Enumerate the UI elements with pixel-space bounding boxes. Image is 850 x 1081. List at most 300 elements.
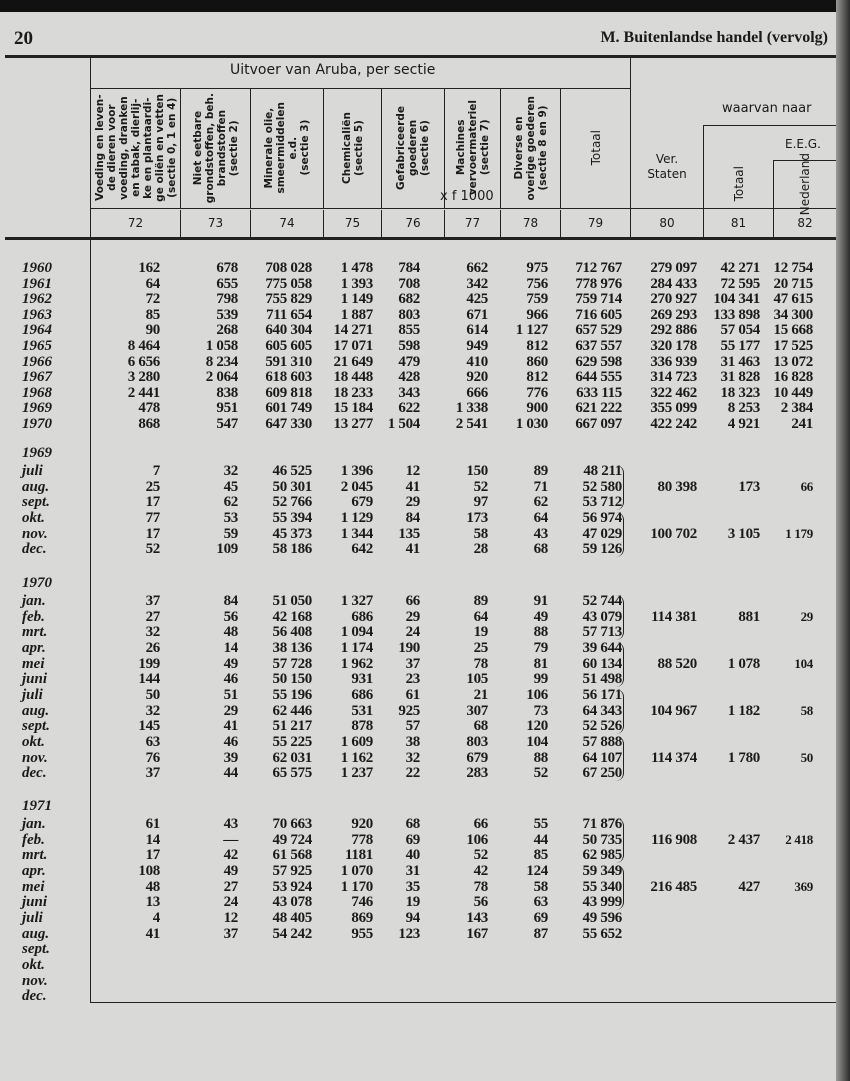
cell-value: 57 888	[582, 733, 622, 750]
quarter-value: 114 381	[651, 608, 697, 625]
header-line: Niet eetbare	[191, 110, 204, 186]
row-label: sept.	[22, 941, 50, 958]
cell-value: 55 225	[272, 733, 312, 750]
quarter-value: 80 398	[657, 478, 697, 495]
quarter-brace	[616, 642, 624, 687]
cell-value: 591 310	[265, 353, 312, 370]
cell-value: 869	[351, 909, 373, 926]
cell-value: 39 644	[582, 639, 622, 656]
cell-value: 56 171	[582, 686, 622, 703]
cell-value: 1 170	[340, 878, 373, 895]
cell-value: 53 924	[272, 878, 312, 895]
cell-value: 1181	[345, 847, 373, 864]
cell-value: 26	[145, 639, 160, 656]
cell-value: 23	[405, 671, 420, 688]
cell-value: 29	[223, 702, 238, 719]
cell-value: 29	[405, 608, 420, 625]
row-label: juli	[22, 686, 43, 703]
cell-value: 18 323	[720, 384, 760, 401]
header-line: Nederland	[798, 152, 812, 216]
cell-value: 22	[405, 765, 420, 782]
cell-value: 88	[533, 749, 548, 766]
page-number: 20	[14, 28, 33, 49]
cell-value: 59	[223, 525, 238, 542]
cell-value: 686	[351, 608, 373, 625]
cell-value: 90	[145, 322, 160, 339]
cell-value: 428	[398, 369, 420, 386]
cell-value: 759	[526, 291, 548, 308]
quarter-value: 104 967	[650, 702, 697, 719]
scan-border-right	[836, 0, 850, 1081]
cell-value: 42	[223, 847, 238, 864]
header-text	[513, 96, 549, 201]
cell-value: 51	[223, 686, 238, 703]
cell-value: 51 050	[272, 593, 312, 609]
cell-value: 637 557	[575, 338, 622, 354]
cell-value: 62	[223, 494, 238, 511]
cell-value: 1 174	[340, 639, 373, 656]
cell-value: 54 242	[272, 925, 312, 942]
cell-value: 4 921	[727, 416, 760, 432]
cell-value: 17 525	[773, 338, 813, 354]
cell-value: 12	[223, 909, 238, 926]
cell-value: 66	[473, 816, 488, 832]
cell-value: 15 184	[333, 400, 373, 417]
cell-value: 85	[145, 306, 160, 323]
column-number: 79	[587, 216, 604, 230]
cell-value: 2 064	[205, 369, 238, 386]
header-line: e.d.	[287, 136, 299, 160]
cell-value: 108	[138, 862, 160, 879]
header-text	[799, 153, 811, 215]
cell-value: 51 498	[582, 671, 622, 688]
cell-value: 190	[398, 639, 420, 656]
row-label: sept.	[22, 718, 50, 735]
header-text	[341, 112, 365, 184]
cell-value: 51 217	[272, 718, 312, 735]
cell-value: 12 754	[773, 260, 813, 276]
cell-value: 150	[466, 463, 488, 479]
cell-value: 27	[223, 878, 238, 895]
cell-value: 14	[145, 831, 160, 848]
cell-value: 20 715	[773, 275, 813, 292]
cell-value: 52	[145, 541, 160, 558]
header-text	[395, 106, 431, 190]
cell-value: 2 441	[127, 384, 160, 401]
cell-value: 71 876	[582, 816, 622, 832]
cell-value: 43	[533, 525, 548, 542]
quarter-value: 881	[738, 608, 760, 625]
cell-value: 124	[526, 862, 548, 879]
quarter-value: 58	[800, 702, 813, 718]
quarter-brace	[616, 736, 624, 781]
row-label: mei	[22, 655, 45, 672]
quarter-value: 104	[794, 655, 813, 671]
cell-value: 1 396	[340, 463, 373, 479]
row-label: 1967	[22, 369, 52, 386]
cell-value: 34 300	[773, 306, 813, 323]
row-label: nov.	[22, 525, 48, 542]
quarter-value: 29	[800, 608, 813, 624]
cell-value: 73	[533, 702, 548, 719]
cell-value: 57 713	[582, 624, 622, 641]
cell-value: 32	[223, 463, 238, 479]
cell-value: 64	[533, 509, 548, 526]
cell-value: 2 384	[780, 400, 813, 417]
column-number: 76	[405, 216, 421, 230]
header-line: Ver.	[655, 152, 679, 166]
period-year-label: 1969	[22, 445, 52, 461]
cell-value: 13 072	[773, 353, 813, 370]
cell-value: 106	[526, 686, 548, 703]
cell-value: 19	[473, 624, 488, 641]
cell-value: 1 070	[340, 862, 373, 879]
row-label: dec.	[22, 541, 47, 558]
cell-value: 686	[351, 686, 373, 703]
row-label: 1969	[22, 400, 52, 417]
header-line: overige goederen	[524, 95, 537, 201]
cell-value: 55 340	[582, 878, 622, 895]
cell-value: 64 343	[582, 702, 622, 719]
cell-value: 57	[405, 718, 420, 735]
cell-value: 609 818	[265, 384, 312, 401]
cell-value: 838	[216, 384, 238, 401]
cell-value: 678	[216, 260, 238, 276]
cell-value: 50	[145, 686, 160, 703]
table-bottom-rule	[90, 1002, 836, 1003]
cell-value: 43 079	[582, 608, 622, 625]
cell-value: 1 149	[340, 291, 373, 308]
cell-value: 69	[533, 909, 548, 926]
cell-value: 72 595	[720, 275, 760, 292]
row-label: 1960	[22, 260, 52, 276]
cell-value: 49 596	[582, 909, 622, 926]
cell-value: 41	[405, 478, 420, 495]
cell-value: 679	[351, 494, 373, 511]
cell-value: 46 525	[272, 463, 312, 479]
cell-value: 71	[533, 478, 548, 495]
cell-value: 342	[466, 275, 488, 292]
header-line: (sectie 2)	[227, 120, 240, 176]
cell-value: 803	[398, 306, 420, 323]
cell-value: 776	[526, 384, 548, 401]
column-number: 81	[730, 216, 747, 230]
header-text	[263, 102, 311, 194]
cell-value: 667 097	[575, 416, 622, 432]
row-label: apr.	[22, 639, 46, 656]
cell-value: 966	[526, 306, 548, 323]
cell-value: 99	[533, 671, 548, 688]
column-header	[382, 90, 444, 206]
cell-value: 57 925	[272, 862, 312, 879]
column-number: 82	[797, 216, 813, 230]
cell-value: 618 603	[265, 369, 312, 386]
row-label: 1968	[22, 384, 52, 401]
cell-value: 66	[405, 593, 420, 609]
cell-value: 79	[533, 639, 548, 656]
quarter-value: 1 078	[727, 655, 760, 672]
cell-value: 84	[405, 509, 420, 526]
quarter-brace	[616, 465, 624, 510]
cell-value: 784	[398, 260, 420, 276]
cell-value: 43 999	[582, 894, 622, 911]
cell-value: 48	[145, 878, 160, 895]
cell-value: 55	[533, 816, 548, 832]
cell-value: 1 393	[340, 275, 373, 292]
row-label: 1964	[22, 322, 52, 339]
cell-value: 68	[405, 816, 420, 832]
cell-value: 14	[223, 639, 238, 656]
row-label: nov.	[22, 972, 48, 989]
cell-value: 45 373	[272, 525, 312, 542]
row-label: mrt.	[22, 624, 48, 641]
cell-value: 162	[138, 260, 160, 276]
cell-value: 62 031	[272, 749, 312, 766]
cell-value: —	[223, 831, 238, 848]
cell-value: 38	[405, 733, 420, 750]
column-number: 75	[344, 216, 361, 230]
cell-value: 756	[526, 275, 548, 292]
cell-value: 42 271	[720, 260, 760, 276]
cell-value: 48 211	[583, 463, 622, 479]
cell-value: 4	[152, 909, 160, 926]
header-text	[94, 94, 178, 202]
quarter-value: 2 437	[727, 831, 760, 848]
cell-value: 1 338	[455, 400, 488, 417]
cell-value: 479	[398, 353, 420, 370]
header-line: smeermiddelen	[275, 102, 287, 194]
cell-value: 1 609	[340, 733, 373, 750]
cell-value: 37	[145, 765, 160, 782]
cell-value: 10 449	[773, 384, 813, 401]
cell-value: 279 097	[650, 260, 697, 276]
cell-value: 21 649	[333, 353, 373, 370]
cell-value: 712 767	[575, 260, 622, 276]
cell-value: 8 234	[205, 353, 238, 370]
cell-value: 629 598	[575, 353, 622, 370]
cell-value: 55 177	[720, 338, 760, 354]
cell-value: 62 446	[272, 702, 312, 719]
scan-border-top	[0, 0, 850, 12]
cell-value: 8 253	[727, 400, 760, 417]
cell-value: 32	[145, 624, 160, 641]
header-line: ke en plantaardi-	[141, 97, 154, 199]
cell-value: 91	[533, 593, 548, 609]
cell-value: 85	[533, 847, 548, 864]
unit-rule	[90, 208, 836, 209]
cell-value: 35	[405, 878, 420, 895]
header-line: Totaal	[588, 130, 603, 166]
header-line: (sectie 0, 1 en 4)	[165, 97, 178, 199]
cell-value: 812	[526, 369, 548, 386]
header-line: Chemicaliën	[340, 112, 353, 184]
header-top-rule	[5, 55, 836, 58]
cell-value: 135	[398, 525, 420, 542]
cell-value: 1 162	[340, 749, 373, 766]
column-header	[181, 90, 250, 206]
cell-value: 655	[216, 275, 238, 292]
cell-value: 32	[145, 702, 160, 719]
cell-value: 49	[533, 608, 548, 625]
column-header	[561, 90, 630, 206]
header-line: de dieren voor	[105, 104, 118, 192]
row-label: juni	[22, 894, 48, 911]
cell-value: 621 222	[575, 400, 622, 417]
cell-value: 320 178	[650, 338, 697, 354]
column-number: 77	[464, 216, 481, 230]
row-label: aug.	[22, 925, 50, 942]
cell-value: 31 828	[720, 369, 760, 386]
cell-value: 410	[466, 353, 488, 370]
cell-value: 52 526	[582, 718, 622, 735]
header-bottom-rule	[5, 237, 836, 240]
cell-value: 24	[223, 894, 238, 911]
cell-value: 57 728	[272, 655, 312, 672]
unit-label: x f 1000	[440, 189, 494, 204]
row-label: 1965	[22, 338, 52, 354]
cell-value: 46	[223, 733, 238, 750]
cell-value: 123	[398, 925, 420, 942]
cell-value: 17	[145, 847, 160, 864]
section-title-rule	[90, 88, 630, 89]
cell-value: 868	[138, 416, 160, 432]
row-label: juli	[22, 463, 43, 479]
cell-value: 47 615	[773, 291, 813, 308]
cell-value: 29	[405, 494, 420, 511]
cell-value: 143	[466, 909, 488, 926]
row-label: 1966	[22, 353, 52, 370]
cell-value: 633 115	[576, 384, 622, 401]
cell-value: 284 433	[650, 275, 697, 292]
cell-value: 81	[533, 655, 548, 672]
cell-value: 44	[223, 765, 238, 782]
quarter-value: 50	[800, 749, 813, 765]
period-year-label: 1971	[22, 798, 52, 814]
header-line: (sectie 3)	[299, 120, 311, 176]
cell-value: 50 150	[272, 671, 312, 688]
row-label: dec.	[22, 988, 47, 1005]
quarter-value: 369	[794, 878, 813, 894]
quarter-brace	[616, 689, 624, 734]
cell-value: 949	[466, 338, 488, 354]
period-year-label: 1970	[22, 575, 52, 591]
header-text	[590, 130, 602, 165]
cell-value: 49	[223, 862, 238, 879]
page-title: M. Buitenlandse handel (vervolg)	[600, 29, 828, 46]
cell-value: 49 724	[272, 831, 312, 848]
cell-value: 78	[473, 878, 488, 895]
eeg-label: E.E.G.	[785, 137, 821, 151]
row-label: 1961	[22, 275, 52, 292]
cell-value: 601 749	[265, 400, 312, 417]
cell-value: 17	[145, 494, 160, 511]
cell-value: 13	[145, 894, 160, 911]
quarter-value: 114 374	[651, 749, 697, 766]
quarter-value: 66	[800, 478, 813, 494]
cell-value: 67 250	[582, 765, 622, 782]
cell-value: 292 886	[650, 322, 697, 339]
cell-value: 803	[466, 733, 488, 750]
cell-value: 28	[473, 541, 488, 558]
quarter-value: 116 908	[651, 831, 697, 848]
header-line: grondstoffen, beh.	[203, 92, 216, 204]
cell-value: 199	[138, 655, 160, 672]
quarter-value: 1 780	[727, 749, 760, 766]
cell-value: 8 464	[127, 338, 160, 354]
cell-value: 355 099	[650, 400, 697, 417]
row-label: feb.	[22, 831, 45, 848]
cell-value: 47 029	[582, 525, 622, 542]
cell-value: 1 237	[340, 765, 373, 782]
column-number: 78	[522, 216, 539, 230]
cell-value: 64	[145, 275, 160, 292]
header-line: voeding, dranken	[117, 96, 130, 200]
cell-value: 716 605	[575, 306, 622, 323]
cell-value: 1 344	[340, 525, 373, 542]
row-label: 1970	[22, 416, 52, 432]
cell-value: 1 094	[340, 624, 373, 641]
header-text	[455, 100, 491, 195]
cell-value: 21	[473, 686, 488, 703]
cell-value: 662	[466, 260, 488, 276]
row-label: 1963	[22, 306, 52, 323]
cell-value: 133 898	[713, 306, 760, 323]
quarter-brace	[616, 818, 624, 863]
cell-value: 3 280	[127, 369, 160, 386]
cell-value: 53 712	[582, 494, 622, 511]
cell-value: 78	[473, 655, 488, 672]
quarter-brace	[616, 512, 624, 557]
cell-value: 27	[145, 608, 160, 625]
cell-value: 605 605	[265, 338, 312, 354]
cell-value: 671	[466, 306, 488, 323]
cell-value: 37	[145, 593, 160, 609]
cell-value: 666	[466, 384, 488, 401]
cell-value: 878	[351, 718, 373, 735]
header-line: goederen	[407, 119, 419, 177]
cell-value: 642	[351, 541, 373, 558]
header-line: en tabak, dierlij-	[129, 98, 142, 198]
cell-value: 65 575	[272, 765, 312, 782]
cell-value: 43	[223, 816, 238, 832]
header-text	[192, 93, 240, 203]
header-line: (sectie 5)	[352, 120, 365, 176]
cell-value: 18 233	[333, 384, 373, 401]
cell-value: 167	[466, 925, 488, 942]
cell-value: 241	[791, 416, 813, 432]
cell-value: 679	[466, 749, 488, 766]
quarter-value: 173	[738, 478, 760, 495]
cell-value: 56	[473, 894, 488, 911]
cell-value: 812	[526, 338, 548, 354]
header-line: Gefabriceerde	[395, 106, 407, 190]
cell-value: 37	[405, 655, 420, 672]
cell-value: 43 078	[272, 894, 312, 911]
cell-value: 270 927	[650, 291, 697, 308]
cell-value: 622	[398, 400, 420, 417]
column-number: 73	[207, 216, 224, 230]
cell-value: 58	[533, 878, 548, 895]
header-line: Minerale olie,	[263, 107, 275, 189]
row-label: okt.	[22, 509, 45, 526]
cell-value: 15 668	[773, 322, 813, 339]
row-label: feb.	[22, 608, 45, 625]
row-label: 1962	[22, 291, 52, 308]
column-number: 80	[659, 216, 675, 230]
cell-value: 6 656	[127, 353, 160, 370]
cell-value: 598	[398, 338, 420, 354]
cell-value: 52	[533, 765, 548, 782]
